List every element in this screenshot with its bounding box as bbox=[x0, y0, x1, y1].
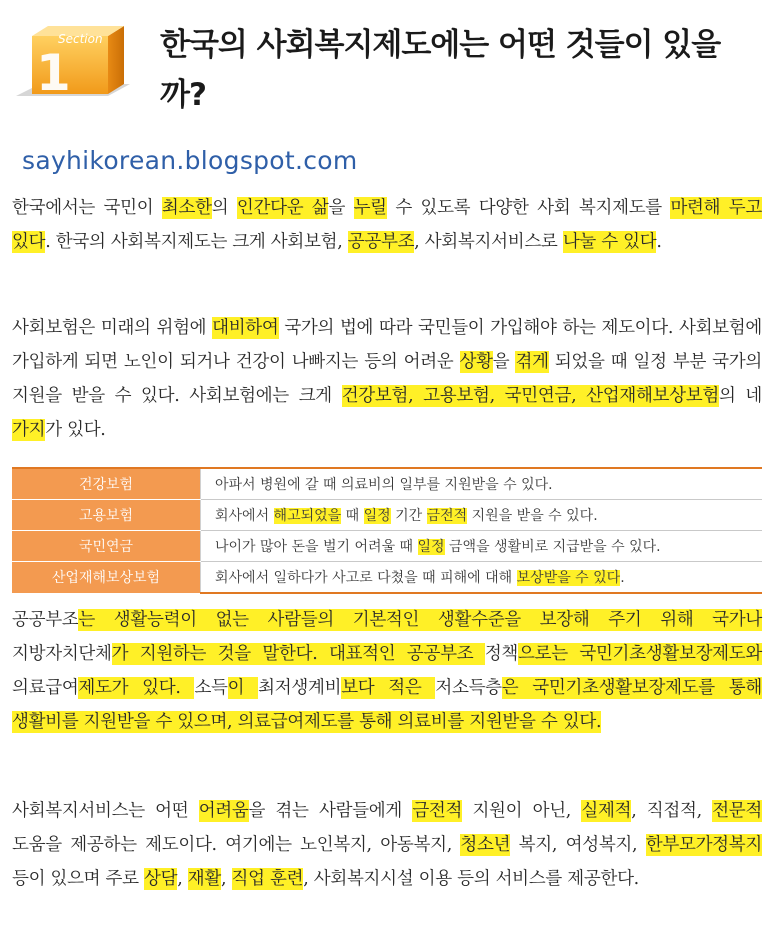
highlighted-term: 직업 훈련 bbox=[231, 869, 304, 889]
highlighted-term: 상담 bbox=[144, 869, 178, 889]
text-segment: 지방자치단체 bbox=[12, 644, 112, 664]
highlighted-term: 인간다운 삶 bbox=[236, 198, 329, 218]
highlighted-term: 금전적 bbox=[412, 801, 463, 821]
table-row bbox=[12, 562, 762, 594]
text-segment: 복지, 여성복지, bbox=[510, 835, 646, 855]
highlighted-term: 전문적 bbox=[712, 801, 763, 821]
text-segment: 지원을 받을 수 있다. bbox=[467, 508, 598, 524]
highlighted-term: 보다 적은 bbox=[341, 678, 436, 698]
highlighted-term: 으로는 국민기초생활보장제도와 bbox=[518, 644, 763, 664]
text-segment: 을 겪는 사람들에게 bbox=[248, 801, 413, 821]
highlighted-term: 청소년 bbox=[460, 835, 511, 855]
section-badge-icon bbox=[14, 10, 132, 102]
highlighted-term: 제도가 있다. bbox=[78, 678, 195, 698]
text-segment: , bbox=[177, 869, 188, 889]
highlighted-term: 가지 bbox=[12, 420, 46, 440]
insurance-name: 건강보험 bbox=[12, 468, 201, 500]
text-segment: 금액을 생활비로 지급받을 수 있다. bbox=[444, 539, 661, 555]
highlighted-term: 재활 bbox=[187, 869, 221, 889]
insurance-description bbox=[201, 500, 763, 531]
text-segment: 공공부조 bbox=[12, 610, 79, 630]
insurance-description bbox=[201, 531, 763, 562]
text-segment: 되었을 때 일정 부분 국가의 지원을 받을 수 있다. 사회보험에는 크게 bbox=[12, 352, 762, 406]
highlighted-term: 해고되었을 bbox=[273, 508, 342, 524]
text-segment: 나이가 많아 돈을 벌기 어려울 때 bbox=[215, 539, 418, 555]
table-row bbox=[12, 468, 762, 500]
text-segment: 저소득층 bbox=[435, 678, 502, 698]
text-segment: 회사에서 일하다가 사고로 다쳤을 때 피해에 대해 bbox=[215, 570, 517, 586]
text-segment: . bbox=[656, 232, 662, 252]
highlighted-term: 일정 bbox=[417, 539, 445, 555]
text-segment: 회사에서 bbox=[215, 508, 274, 524]
text-segment: 국가의 법에 따라 국민들이 가입해야 하는 제도이다. 사회보험에 가입하게 되면 노인이 되거나 건강이 나빠지는 등의 어려운 bbox=[12, 318, 762, 372]
text-segment: 한국에서는 국민이 bbox=[12, 198, 162, 218]
text-segment: 의 bbox=[211, 198, 237, 218]
text-segment: 최저생계비 bbox=[258, 678, 342, 698]
highlighted-term: 한부모가정복지 bbox=[645, 835, 762, 855]
text-segment: , 사회복지시설 이용 등의 서비스를 제공한다. bbox=[303, 869, 639, 889]
text-segment: , 사회복지서비스로 bbox=[414, 232, 563, 252]
text-segment: 의 네 bbox=[718, 386, 762, 406]
table-row bbox=[12, 500, 762, 531]
highlighted-term: 금전적 bbox=[426, 508, 468, 524]
paragraph-intro bbox=[12, 191, 762, 259]
text-segment: , bbox=[221, 869, 232, 889]
highlighted-term: 마련해 두고 있다 bbox=[12, 198, 762, 252]
watermark-text: sayhikorean.blogspot.com bbox=[22, 146, 358, 175]
table-row bbox=[12, 531, 762, 562]
text-segment: 을 bbox=[328, 198, 354, 218]
text-segment: 사회복지서비스는 어떤 bbox=[12, 801, 199, 821]
highlighted-term: 겪게 bbox=[515, 352, 549, 372]
highlighted-term: 공공부조 bbox=[347, 232, 415, 252]
highlighted-term: 건강보험, 고용보험, 국민연금, 산업재해보상보험 bbox=[341, 386, 719, 406]
insurance-name: 고용보험 bbox=[12, 500, 201, 531]
highlighted-term: 실제적 bbox=[581, 801, 632, 821]
highlighted-term: 나눌 수 있다 bbox=[562, 232, 657, 252]
insurance-description bbox=[201, 562, 763, 594]
highlighted-term: 대비하여 bbox=[212, 318, 279, 338]
text-segment: , 직접적, bbox=[631, 801, 713, 821]
text-segment: 아파서 병원에 갈 때 의료비의 일부를 지원받을 수 있다. bbox=[215, 477, 553, 493]
section-label: Section bbox=[58, 32, 103, 46]
highlighted-term: 일정 bbox=[363, 508, 391, 524]
highlighted-term: 이 bbox=[227, 678, 259, 698]
insurance-table bbox=[12, 467, 762, 594]
text-segment: 소득 bbox=[194, 678, 228, 698]
text-segment: 지원이 아닌, bbox=[462, 801, 582, 821]
text-segment: 을 bbox=[492, 352, 516, 372]
highlighted-term: 가 지원하는 것을 말한다. 대표적인 공공부조 bbox=[111, 644, 485, 664]
highlighted-term: 는 생활능력이 없는 사람들의 기본적인 생활수준을 보장해 주기 위해 국가나 bbox=[78, 610, 762, 630]
highlighted-term: 상황 bbox=[459, 352, 493, 372]
insurance-name: 산업재해보상보험 bbox=[12, 562, 201, 594]
highlighted-term: 은 국민기초생활보장제도를 통해 생활비를 지원받을 수 있으며, 의료급여제도를 통해 의료비를 지원받을 수 있다. bbox=[12, 678, 762, 732]
page-title: 한국의 사회복지제도에는 어떤 것들이 있을까? bbox=[160, 27, 721, 113]
highlighted-term: 보상받을 수 있다 bbox=[516, 570, 621, 586]
text-segment: 등이 있으며 주로 bbox=[12, 869, 145, 889]
text-segment: 기간 bbox=[390, 508, 427, 524]
text-segment: . bbox=[620, 570, 625, 586]
insurance-name: 국민연금 bbox=[12, 531, 201, 562]
text-segment: . 한국의 사회복지제도는 크게 사회보험, bbox=[45, 232, 348, 252]
text-segment: 가 있다. bbox=[45, 420, 106, 440]
text-segment: 도움을 제공하는 제도이다. 여기에는 노인복지, 아동복지, bbox=[12, 835, 461, 855]
text-segment: 수 있도록 다양한 사회 복지제도를 bbox=[386, 198, 671, 218]
text-segment: 정책 bbox=[484, 644, 519, 664]
paragraph-social-services bbox=[12, 794, 762, 896]
highlighted-term: 최소한 bbox=[161, 198, 212, 218]
paragraph-social-insurance bbox=[12, 311, 762, 447]
paragraph-public-assistance bbox=[12, 603, 762, 739]
text-segment: 때 bbox=[341, 508, 364, 524]
highlighted-term: 누릴 bbox=[353, 198, 387, 218]
text-segment: 의료급여 bbox=[12, 678, 79, 698]
highlighted-term: 어려움 bbox=[198, 801, 249, 821]
text-segment: 사회보험은 미래의 위험에 bbox=[12, 318, 213, 338]
insurance-description bbox=[201, 468, 763, 500]
section-number: 1 bbox=[36, 44, 71, 102]
